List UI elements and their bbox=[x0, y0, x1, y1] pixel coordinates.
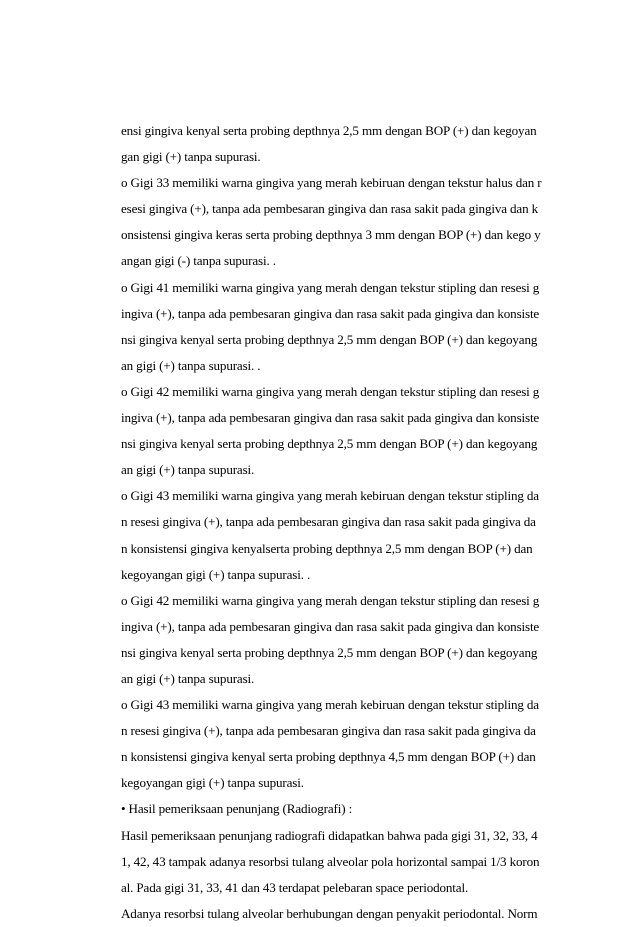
text-line: nsi gingiva kenyal serta probing depthnya 2,5 mm dengan BOP (+) dan kegoyang bbox=[121, 436, 538, 452]
text-line: onsistensi gingiva keras serta probing depthnya 3 mm dengan BOP (+) dan kego y bbox=[121, 227, 541, 243]
text-line: kegoyangan gigi (+) tanpa supurasi. bbox=[121, 775, 304, 791]
text-line: n resesi gingiva (+), tanpa ada pembesaran gingiva dan rasa sakit pada gingiva da bbox=[121, 723, 536, 739]
text-line: o Gigi 42 memiliki warna gingiva yang merah dengan tekstur stipling dan resesi g bbox=[121, 383, 540, 399]
text-line: n konsistensi gingiva kenyalserta probing depthnya 2,5 mm dengan BOP (+) dan bbox=[121, 540, 533, 556]
text-line: Hasil pemeriksaan penunjang radiografi didapatkan bahwa pada gigi 31, 32, 33, 4 bbox=[121, 827, 538, 843]
section-heading-radiografi: • Hasil pemeriksaan penunjang (Radiografi) : bbox=[121, 801, 353, 817]
text-line: o Gigi 43 memiliki warna gingiva yang merah kebiruan dengan tekstur stipling da bbox=[121, 697, 539, 713]
text-line: n konsistensi gingiva kenyal serta probing depthnya 4,5 mm dengan BOP (+) dan bbox=[121, 749, 536, 765]
text-line: ingiva (+), tanpa ada pembesaran gingiva dan rasa sakit pada gingiva dan konsiste bbox=[121, 305, 540, 321]
text-line: esesi gingiva (+), tanpa ada pembesaran gingiva dan rasa sakit pada gingiva dan k bbox=[121, 201, 538, 217]
text-line: an gigi (+) tanpa supurasi. . bbox=[121, 357, 261, 373]
text-line: nsi gingiva kenyal serta probing depthnya 2,5 mm dengan BOP (+) dan kegoyang bbox=[121, 331, 538, 347]
text-line: an gigi (+) tanpa supurasi. bbox=[121, 670, 255, 686]
text-line: ingiva (+), tanpa ada pembesaran gingiva dan rasa sakit pada gingiva dan konsiste bbox=[121, 410, 540, 426]
text-line: ensi gingiva kenyal serta probing depthnya 2,5 mm dengan BOP (+) dan kegoyan bbox=[121, 123, 537, 138]
text-line: an gigi (+) tanpa supurasi. bbox=[121, 462, 255, 478]
text-line: angan gigi (-) tanpa supurasi. . bbox=[121, 253, 276, 269]
text-line: o Gigi 41 memiliki warna gingiva yang merah dengan tekstur stipling dan resesi g bbox=[121, 279, 540, 295]
text-line: 1, 42, 43 tampak adanya resorbsi tulang alveolar pola horizontal sampai 1/3 koron bbox=[121, 853, 540, 869]
text-line: gan gigi (+) tanpa supurasi. bbox=[121, 149, 261, 165]
text-line: Adanya resorbsi tulang alveolar berhubungan dengan penyakit periodontal. Norm bbox=[121, 905, 538, 921]
text-line: nsi gingiva kenyal serta probing depthnya 2,5 mm dengan BOP (+) dan kegoyang bbox=[121, 644, 538, 660]
text-line: al. Pada gigi 31, 33, 41 dan 43 terdapat pelebaran space periodontal. bbox=[121, 879, 469, 895]
body-text bbox=[121, 118, 551, 927]
text-line: kegoyangan gigi (+) tanpa supurasi. . bbox=[121, 566, 311, 582]
text-line: ingiva (+), tanpa ada pembesaran gingiva dan rasa sakit pada gingiva dan konsiste bbox=[121, 618, 540, 634]
text-line: o Gigi 33 memiliki warna gingiva yang merah kebiruan dengan tekstur halus dan r bbox=[121, 175, 542, 191]
text-line: n resesi gingiva (+), tanpa ada pembesaran gingiva dan rasa sakit pada gingiva da bbox=[121, 514, 536, 530]
text-line: o Gigi 43 memiliki warna gingiva yang merah kebiruan dengan tekstur stipling da bbox=[121, 488, 539, 504]
text-line: o Gigi 42 memiliki warna gingiva yang merah dengan tekstur stipling dan resesi g bbox=[121, 592, 540, 608]
